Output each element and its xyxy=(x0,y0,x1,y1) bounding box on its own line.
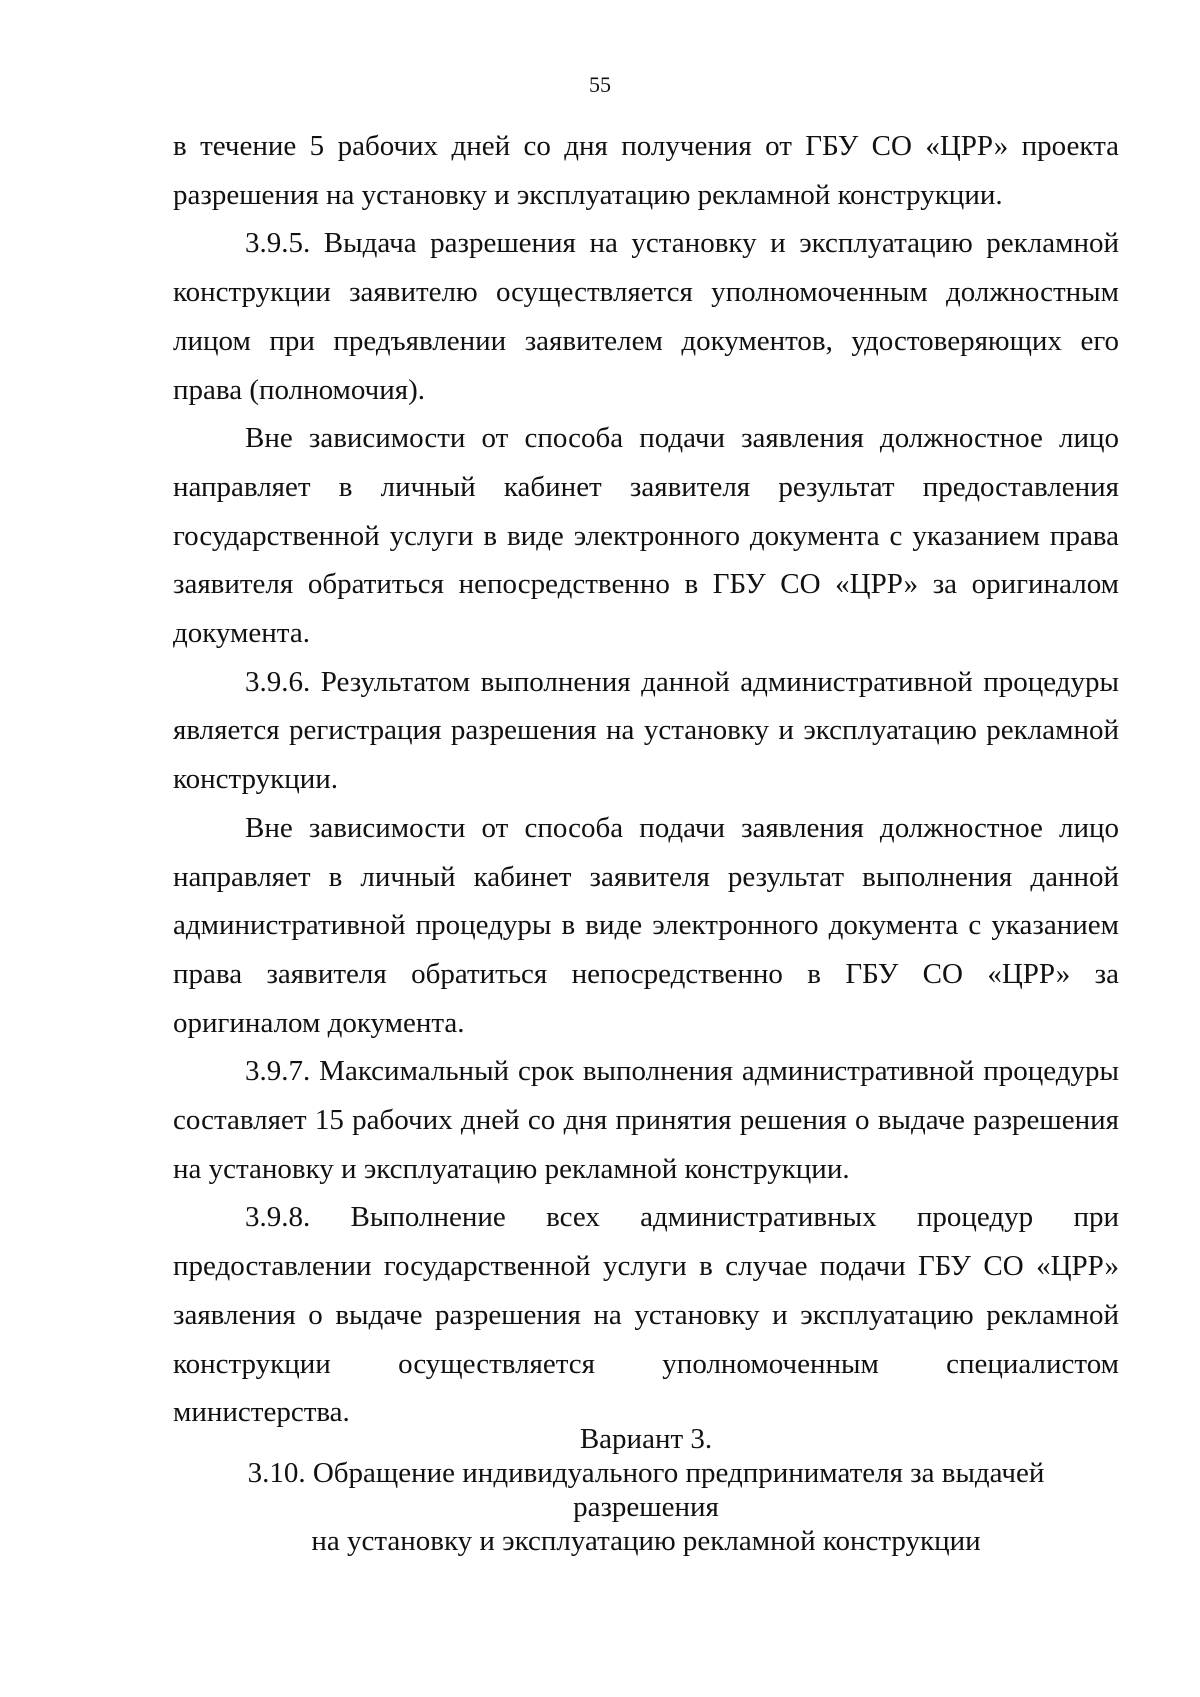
paragraph-result-delivery-2: Вне зависимости от способа подачи заявления должностное лицо направляет в личный кабинет заявителя результат выполнения данной административной процедуры в виде электронного документа с указанием права заявителя обратиться непосредственно в ГБУ СО «ЦРР» за оригиналом документа. xyxy=(173,811,1119,1039)
paragraph-3-9-7: 3.9.7. Максимальный срок выполнения административной процедуры составляет 15 рабочих дней со дня принятия решения о выдаче разрешения на установку и эксплуатацию рекламной конструкции. xyxy=(173,1055,1119,1185)
body-text xyxy=(173,122,1119,1437)
variant-title: Вариант 3. xyxy=(579,1423,713,1455)
section-heading xyxy=(173,1422,1119,1558)
paragraph-3-9-6: 3.9.6. Результатом выполнения данной административной процедуры является регистрация разрешения на установку и эксплуатацию рекламной конструкции. xyxy=(173,665,1119,796)
paragraph-result-delivery-1: Вне зависимости от способа подачи заявления должностное лицо направляет в личный кабинет заявителя результат предоставления государственной услуги в виде электронного документа с указанием права заявителя обратиться непосредственно в ГБУ СО «ЦРР» за оригиналом документа. xyxy=(173,422,1119,650)
paragraph-3-9-8: 3.9.8. Выполнение всех административных процедур при предоставлении государственной услуги в случае подачи ГБУ СО «ЦРР» заявления о выдаче разрешения на установку и эксплуатацию рекламной конструкции осуществляется уполномоченным специалистом министерства. xyxy=(173,1201,1119,1429)
section-title-line-2: на установку и эксплуатацию рекламной конструкции xyxy=(311,1525,981,1557)
paragraph-continuation: в течение 5 рабочих дней со дня получения от ГБУ СО «ЦРР» проекта разрешения на установку и эксплуатацию рекламной конструкции. xyxy=(173,130,1119,211)
paragraph-3-9-5: 3.9.5. Выдача разрешения на установку и эксплуатацию рекламной конструкции заявителю осуществляется уполномоченным должностным лицом при предъявлении заявителем документов, удостоверяющих его права (полномочия). xyxy=(173,227,1119,406)
section-title-line-1: 3.10. Обращение индивидуального предпринимателя за выдачей разрешения xyxy=(247,1457,1045,1523)
page-number: 55 xyxy=(589,72,611,97)
